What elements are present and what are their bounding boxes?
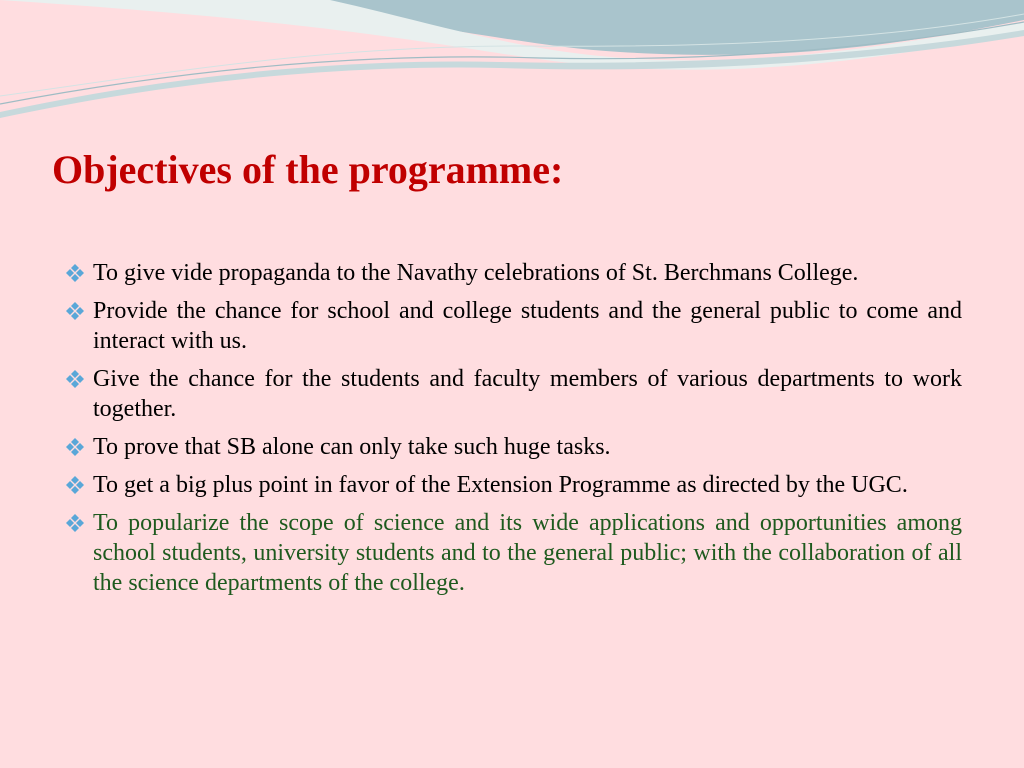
four-diamond-bullet-icon <box>64 264 86 282</box>
objective-text: To give vide propaganda to the Navathy celebrations of St. Berchmans College. <box>93 260 859 286</box>
four-diamond-bullet-icon <box>64 302 86 320</box>
objective-item <box>64 508 962 598</box>
objective-item <box>64 432 962 462</box>
objective-item <box>64 364 962 424</box>
objective-item <box>64 296 962 356</box>
objective-text: To popularize the scope of science and its wide applications and opportunities among school students, university students and to the general public; with the collaboration of all the science departments of the college. <box>93 510 962 596</box>
four-diamond-bullet-icon <box>64 438 86 456</box>
objective-text: Give the chance for the students and faculty members of various departments to work together. <box>93 366 962 422</box>
objective-text: To prove that SB alone can only take such huge tasks. <box>93 434 611 460</box>
slide-title: Objectives of the programme: <box>52 147 564 192</box>
objectives-list <box>64 258 962 606</box>
objective-text: To get a big plus point in favor of the Extension Programme as directed by the UGC. <box>93 472 908 498</box>
decorative-wave-banner <box>0 0 1024 130</box>
objective-item <box>64 258 962 288</box>
four-diamond-bullet-icon <box>64 514 86 532</box>
objective-item <box>64 470 962 500</box>
four-diamond-bullet-icon <box>64 370 86 388</box>
four-diamond-bullet-icon <box>64 476 86 494</box>
objective-text: Provide the chance for school and college students and the general public to come and interact with us. <box>93 298 962 354</box>
